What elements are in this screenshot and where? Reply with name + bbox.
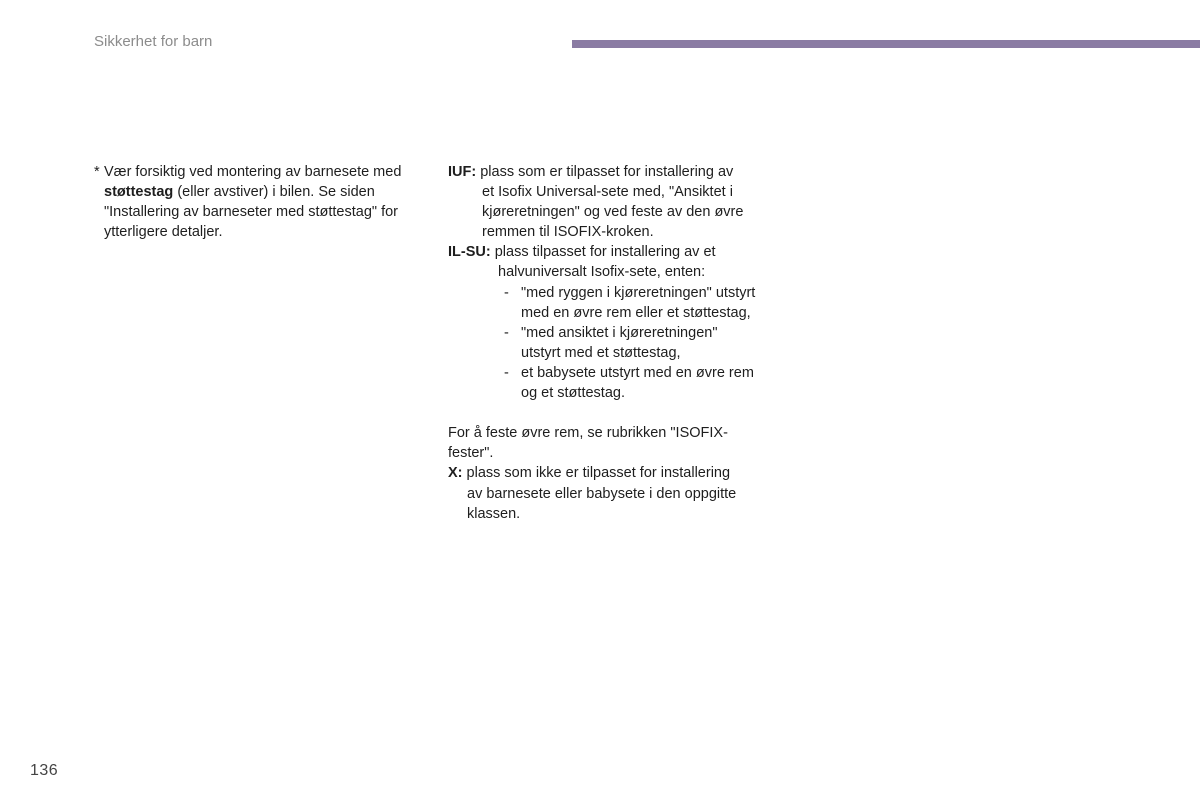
- footnote-marker: *: [94, 164, 100, 180]
- list-item-line: et babysete utstyrt med en øvre rem: [521, 365, 754, 381]
- ilsu-definition-line: halvuniversalt Isofix-sete, enten:: [498, 264, 706, 280]
- iuf-definition-line: remmen til ISOFIX-kroken.: [482, 224, 654, 240]
- list-item-line: "med ansiktet i kjøreretningen": [521, 325, 718, 341]
- footnote-line: ytterligere detaljer.: [104, 224, 223, 240]
- ilsu-term: IL-SU:: [448, 244, 491, 260]
- header-accent-bar: [572, 40, 1200, 48]
- list-item-line: utstyrt med et støttestag,: [521, 345, 681, 361]
- footnote-bold-term: støttestag: [104, 184, 174, 200]
- footnote-line: [104, 182, 375, 202]
- list-item-dash: -: [504, 285, 509, 301]
- list-item-dash: -: [504, 325, 509, 341]
- list-item-line: og et støttestag.: [521, 385, 625, 401]
- x-text: plass som ikke er tilpasset for installering: [462, 465, 731, 481]
- list-item-line: med en øvre rem eller et støttestag,: [521, 305, 751, 321]
- footnote-text: (eller avstiver) i bilen. Se siden: [173, 184, 375, 200]
- iuf-definition-line: et Isofix Universal-sete med, "Ansiktet i: [482, 184, 733, 200]
- iuf-term: IUF:: [448, 164, 477, 180]
- page-number: 136: [30, 762, 59, 779]
- x-definition-line: [448, 463, 730, 483]
- isofix-note-line: fester".: [448, 445, 494, 461]
- iuf-definition-line: kjøreretningen" og ved feste av den øvre: [482, 204, 744, 220]
- isofix-note-line: For å feste øvre rem, se rubrikken "ISOFIX-: [448, 425, 728, 441]
- iuf-definition-line: [448, 162, 733, 182]
- section-title: Sikkerhet for barn: [94, 33, 213, 50]
- x-term: X:: [448, 465, 463, 481]
- x-definition-line: klassen.: [467, 506, 521, 522]
- ilsu-definition-line: [448, 242, 716, 262]
- list-item-line: "med ryggen i kjøreretningen" utstyrt: [521, 285, 756, 301]
- footnote-line: Vær forsiktig ved montering av barnesete med: [104, 164, 402, 180]
- ilsu-text: plass tilpasset for installering av et: [490, 244, 716, 260]
- list-item-dash: -: [504, 365, 509, 381]
- footnote-line: "Installering av barneseter med støttestag" for: [104, 204, 398, 220]
- x-definition-line: av barnesete eller babysete i den oppgitte: [467, 486, 737, 502]
- iuf-text: plass som er tilpasset for installering av: [476, 164, 734, 180]
